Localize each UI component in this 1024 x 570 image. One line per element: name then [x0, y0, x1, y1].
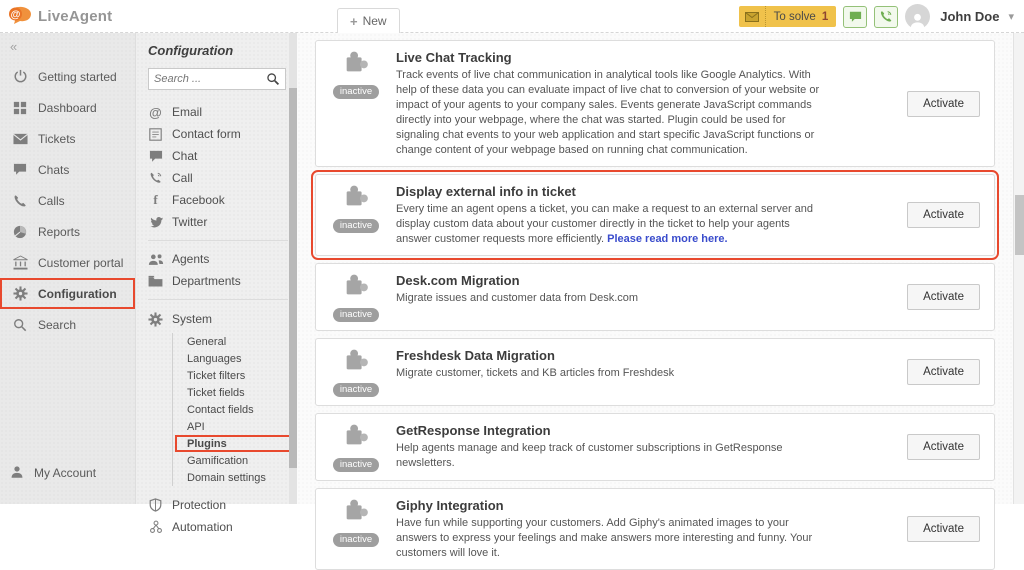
plugin-description-text: Have fun while supporting your customers. Add Giphy's animated images to your answers to express your feelings and make answers more interesting and funny. Your customers will love it.: [396, 517, 813, 559]
status-badge: inactive: [333, 219, 379, 233]
config-item-automation[interactable]: [148, 516, 287, 538]
sidebar-item-label: Tickets: [38, 131, 76, 146]
dashboard-icon: [12, 101, 28, 115]
plugin-title: Display external info in ticket: [396, 184, 576, 199]
status-badge: inactive: [333, 308, 379, 322]
puzzle-icon: [341, 497, 371, 530]
config-system-subitems: [172, 333, 287, 486]
config-item-departments[interactable]: [148, 270, 287, 292]
plugin-title: Giphy Integration: [396, 498, 504, 513]
plugin-description-text: Migrate issues and customer data from Desk.com: [396, 292, 639, 304]
plugin-card-display-external-info-in-ticket: [315, 174, 995, 256]
config-item-label: Facebook: [172, 193, 225, 207]
plugin-card-live-chat-tracking: [315, 40, 995, 167]
liveagent-logo-icon: [8, 6, 32, 26]
plugin-card-freshdesk-data-migration: [315, 338, 995, 406]
agents-icon: [148, 253, 163, 266]
sidebar-item-search[interactable]: [0, 309, 135, 340]
topbar-right-cluster: [739, 0, 1014, 33]
configuration-panel: [135, 33, 297, 534]
sidebar-item-customer-portal[interactable]: [0, 247, 135, 278]
config-subitem-label: Languages: [187, 352, 242, 365]
new-button[interactable]: [337, 8, 400, 34]
call-button[interactable]: [874, 6, 898, 28]
plus-icon: +: [350, 13, 358, 29]
puzzle-icon: [341, 347, 371, 380]
config-item-label: Protection: [172, 498, 227, 512]
sidebar-item-label: My Account: [34, 466, 97, 480]
user-avatar[interactable]: [905, 4, 930, 29]
config-item-label: Twitter: [172, 215, 208, 229]
phone-wave-icon: [148, 171, 163, 185]
config-item-label: Automation: [172, 520, 233, 534]
plugin-description: [396, 68, 828, 158]
config-item-email[interactable]: [148, 101, 287, 123]
chat-bubble-icon: [849, 11, 862, 23]
app-logo: [0, 6, 112, 26]
to-solve-label: To solve: [773, 10, 816, 23]
plugin-description-text: Track events of live chat communication in analytical tools like Google Analytics. With help of these data you can evaluate impact of live chat to conversion of your website or impact of your agents to your company sales. Events generate JavaScript commands directly into your webpage, where the chat was started. Plugin could be used for signaling chat events to your web application and start specific JavaScript functions or change content of your webpage based on running chat communication.: [396, 69, 820, 156]
brand-name: LiveAgent: [38, 7, 113, 25]
config-search-box[interactable]: [148, 68, 286, 90]
config-scrollbar-thumb[interactable]: [289, 88, 297, 468]
config-subitem-label: API: [187, 420, 205, 433]
sidebar-item-dashboard[interactable]: [0, 92, 135, 123]
page-scrollbar-track[interactable]: [1013, 33, 1024, 504]
config-item-protection[interactable]: [148, 494, 287, 516]
gear-icon: [148, 312, 163, 327]
plugin-description-text: Every time an agent opens a ticket, you can make a request to an external server and display custom data about your customer directly in the ticket to help your agents answer customer requests more efficiently.: [396, 203, 814, 245]
sidebar-item-label: Search: [38, 317, 77, 332]
new-button-label: New: [362, 14, 387, 28]
status-badge: inactive: [333, 458, 379, 472]
config-footer-group: [148, 494, 287, 538]
plugin-title: Desk.com Migration: [396, 273, 520, 288]
chat-icon: [148, 150, 163, 163]
to-solve-badge[interactable]: [739, 6, 837, 27]
config-subitem-ticket-fields[interactable]: [181, 384, 287, 401]
config-item-label: Chat: [172, 149, 198, 163]
config-teams-group: [148, 248, 287, 292]
plugin-card-getresponse-integration: [315, 413, 995, 481]
plugin-card-giphy-integration: [315, 488, 995, 570]
user-name[interactable]: John Doe: [940, 9, 1000, 24]
main-sidebar: [0, 33, 135, 504]
chevron-down-icon[interactable]: ▾: [1008, 11, 1014, 23]
config-scrollbar-track[interactable]: [289, 33, 297, 504]
svg-text:@: @: [10, 9, 21, 21]
sidebar-item-my-account[interactable]: [0, 458, 135, 488]
magnifier-icon: [12, 318, 28, 332]
config-search-input[interactable]: [154, 73, 266, 85]
sidebar-item-chats[interactable]: [0, 154, 135, 185]
chat-button[interactable]: [843, 6, 867, 28]
config-item-label: Departments: [172, 274, 241, 288]
config-subitem-languages[interactable]: [181, 350, 287, 367]
plugins-list-area: [297, 33, 1013, 559]
pie-icon: [12, 225, 28, 239]
phone-icon: [879, 10, 893, 23]
top-bar: [0, 0, 1024, 33]
config-item-twitter[interactable]: [148, 211, 287, 233]
envelope-icon: [12, 133, 28, 145]
plugin-title: GetResponse Integration: [396, 423, 551, 438]
folder-icon: [148, 275, 163, 287]
config-subitem-contact-fields[interactable]: [181, 401, 287, 418]
config-subitem-api[interactable]: [181, 418, 287, 435]
config-item-label: System: [172, 312, 213, 326]
plugin-description-text: Migrate customer, tickets and KB articles from Freshdesk: [396, 367, 675, 379]
sidebar-item-label: Calls: [38, 193, 65, 208]
sidebar-nav: [0, 61, 135, 340]
sidebar-item-label: Customer portal: [38, 255, 124, 270]
page-scrollbar-thumb[interactable]: [1015, 195, 1024, 255]
config-item-call[interactable]: [148, 167, 287, 189]
puzzle-icon: [341, 422, 371, 455]
gear-icon: [12, 286, 28, 301]
power-icon: [12, 69, 28, 84]
config-subitem-label: Gamification: [187, 454, 249, 467]
plugin-title: Freshdesk Data Migration: [396, 348, 555, 363]
sidebar-item-label: Dashboard: [38, 100, 97, 115]
puzzle-icon: [341, 49, 371, 82]
sidebar-item-label: Chats: [38, 162, 70, 177]
config-subitem-label: General: [187, 335, 227, 348]
activate-button[interactable]: Activate: [907, 359, 980, 385]
person-icon: [909, 12, 926, 29]
activate-button[interactable]: Activate: [907, 434, 980, 460]
activate-button[interactable]: Activate: [907, 91, 980, 117]
config-item-label: Agents: [172, 252, 210, 266]
sidebar-item-reports[interactable]: [0, 216, 135, 247]
nodes-icon: [148, 520, 163, 534]
bank-icon: [12, 256, 28, 270]
config-channels-group: [148, 101, 287, 233]
plugin-description: [396, 291, 828, 306]
status-badge: inactive: [333, 533, 379, 547]
read-more-link[interactable]: Please read more here.: [607, 233, 728, 245]
config-subitem-label: Ticket filters: [187, 369, 246, 382]
person-icon: [10, 465, 24, 482]
config-item-label: Email: [172, 105, 203, 119]
plugin-description: [396, 366, 828, 381]
plugin-title: Live Chat Tracking: [396, 50, 512, 65]
config-item-facebook[interactable]: [148, 189, 287, 211]
sidebar-item-calls[interactable]: [0, 185, 135, 216]
config-subitem-label: Contact fields: [187, 403, 254, 416]
activate-button[interactable]: Activate: [907, 202, 980, 228]
puzzle-icon: [341, 183, 371, 216]
twitter-icon: [148, 216, 163, 228]
chat-icon: [12, 163, 28, 176]
search-icon[interactable]: [266, 72, 280, 86]
phone-icon: [12, 194, 28, 208]
at-icon: @: [149, 104, 162, 120]
config-subitem-ticket-filters[interactable]: [181, 367, 287, 384]
config-subitem-label: Ticket fields: [187, 386, 245, 399]
plugin-card-desk-com-migration: [315, 263, 995, 331]
divider: [148, 299, 288, 300]
sidebar-item-configuration[interactable]: [0, 278, 135, 309]
sidebar-item-getting-started[interactable]: [0, 61, 135, 92]
config-subitem-gamification[interactable]: [181, 452, 287, 469]
sidebar-item-tickets[interactable]: [0, 123, 135, 154]
config-item-chat[interactable]: [148, 145, 287, 167]
plugin-description: [396, 441, 828, 471]
shield-icon: [148, 498, 163, 512]
collapse-sidebar-button[interactable]: «: [10, 39, 18, 54]
config-item-label: Call: [172, 171, 193, 185]
config-item-contact-form[interactable]: [148, 123, 287, 145]
config-subitem-domain-settings[interactable]: [181, 469, 287, 486]
config-subitem-label: Plugins: [187, 437, 227, 450]
status-badge: inactive: [333, 85, 379, 99]
config-subitem-general[interactable]: [181, 333, 287, 350]
divider: [148, 240, 288, 241]
config-subitem-label: Domain settings: [187, 471, 266, 484]
plugin-description-text: Help agents manage and keep track of customer subscriptions in GetResponse newsletters.: [396, 442, 783, 469]
config-item-system[interactable]: [148, 307, 287, 331]
configuration-panel-title: Configuration: [148, 43, 234, 58]
sidebar-item-label: Getting started: [38, 69, 117, 84]
form-icon: [148, 128, 163, 141]
plugin-description: [396, 202, 828, 247]
activate-button[interactable]: Activate: [907, 516, 980, 542]
config-item-agents[interactable]: [148, 248, 287, 270]
status-badge: inactive: [333, 383, 379, 397]
activate-button[interactable]: Activate: [907, 284, 980, 310]
sidebar-item-label: Configuration: [38, 286, 117, 301]
envelope-icon: [739, 6, 766, 27]
puzzle-icon: [341, 272, 371, 305]
config-item-label: Contact form: [172, 127, 241, 141]
facebook-icon: f: [153, 192, 158, 207]
to-solve-count: 1: [821, 10, 829, 23]
sidebar-item-label: Reports: [38, 224, 81, 239]
plugin-description: [396, 516, 828, 561]
